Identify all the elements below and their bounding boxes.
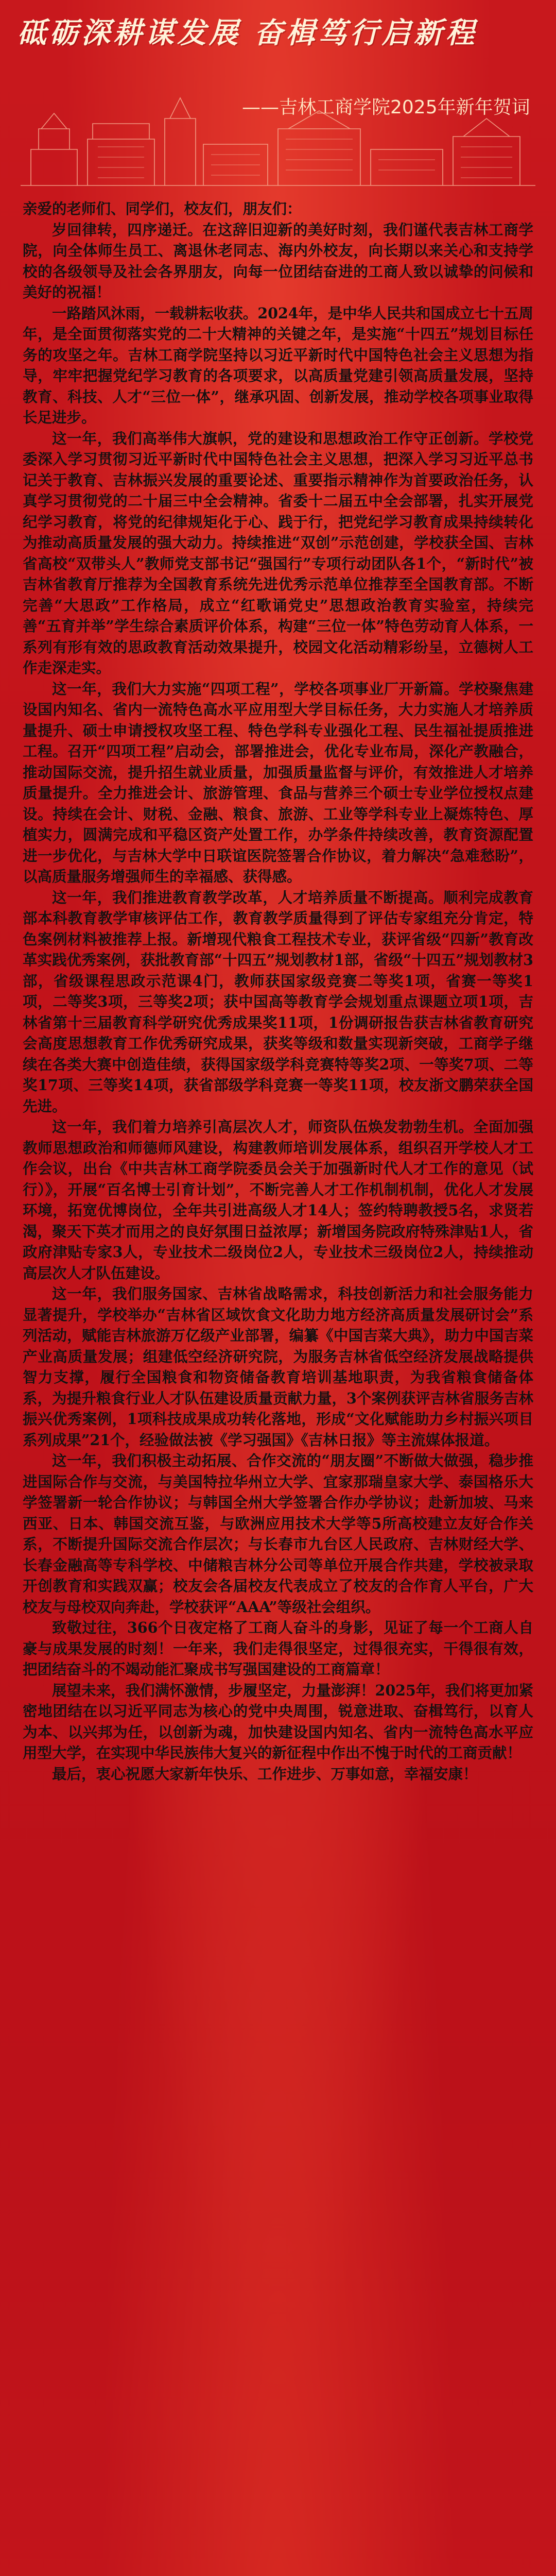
letter-paragraph: 岁回律转，四序递迁。在这辞旧迎新的美好时刻，我们谨代表吉林工商学院，向全体师生员工、离退休老同志、海内外校友，向长期以来关心和支持学校的各级领导及社会各界朋友，向每一位团结奋进的工商人致以诚挚的问候和美好的祝福！ — [23, 221, 533, 301]
campus-line-art — [0, 62, 556, 196]
page-title: 砥砺深耕谋发展 奋楫笃行启新程 — [18, 16, 478, 50]
letter-paragraph: 展望未来，我们满怀激情，步履坚定，力量澎湃！2025年，我们将更加紧密地团结在以习近平同志为核心的党中央周围，锐意进取、奋楫笃行，以育人为本、以兴邦为任，以创新为魂，加快建设国内知名、省内一流特色高水平应用型大学，在实现中华民族伟大复兴的新征程中作出不愧于时代的工商贡献！ — [23, 1681, 533, 1761]
letter-paragraph: 这一年，我们着力培养引高层次人才，师资队伍焕发勃勃生机。全面加强教师思想政治和师德师风建设，构建教师培训发展体系，组织召开学校人才工作会议，出台《中共吉林工商学院委员会关于加强新时代人才工作的意见（试行）》，开展“百名博士引育计划”，不断完善人才工作机制机制，优化人才发展环境，拓宽优博岗位，全年共引进高级人才14人；签约特聘教授5名，求贤若渴，聚天下英才而用之的良好氛围日益浓厚；新增国务院政府特殊津贴1人，省政府津贴专家3人，专业技术二级岗位2人，专业技术三级岗位2人，持续推动高层次人才队伍建设。 — [23, 1118, 533, 1282]
letter-paragraph: 这一年，我们大力实施“四项工程”，学校各项事业厂开新篇。学校聚焦建设国内知名、省内一流特色高水平应用型大学目标任务，大力实施人才培养质量提升、硕士申请授权攻坚工程、特色学科专业强化工程、民生福祉提质推进工程。召开“四项工程”启动会，部署推进会，优化专业布局，深化产教融合，推动国际交流，提升招生就业质量，加强质量监督与评价，有效推进人才培养质量提升。全力推进会计、旅游管理、食品与营养三个硕士专业学位授权点建设。持续在会计、财税、金融、粮食、旅游、工业等学科专业上凝炼特色、厚植实力，圆满完成和平稳区资产处置工作，办学条件持续改善，教育资源配置进一步优化，与吉林大学中日联谊医院签署合作协议，着力解决“急难愁盼”，以高质量服务增强师生的幸福感、获得感。 — [23, 680, 533, 885]
letter-paragraph: 这一年，我们高举伟大旗帜，党的建设和思想政治工作守正创新。学校党委深入学习贯彻习近平新时代中国特色社会主义思想，把深入学习习近平总书记关于教育、吉林振兴发展的重要论述、重要指示精神作为首要政治任务，认真学习贯彻党的二十届三中全会精神。省委十二届五中全会部署，扎实开展党纪学习教育，将党的纪律规矩化于心、践于行，把党纪学习教育成果持续转化为推动高质量发展的强大动力。持续推进“双创”示范创建，学校获全国、吉林省高校“双带头人”教师党支部书记“强国行”专项行动团队各1个，“新时代”被吉林省教育厅推荐为全国教育系统先进优秀示范单位推荐至全国教育部。不断完善“大思政”工作格局，成立“红歌诵党史”思想政治教育实验室，持续完善“五育并举”学生综合素质评价体系，构建“三位一体”特色劳动育人体系，一系列有形有效的思政教育活动效果提升，校园文化活动精彩纷呈，立德树人工作走深走实。 — [23, 429, 533, 676]
letter-paragraph: 最后，衷心祝愿大家新年快乐、工作进步、万事如意，幸福安康！ — [52, 1765, 478, 1783]
letter-greeting: 亲爱的老师们、同学们，校友们，朋友们： — [23, 200, 302, 217]
letter-paragraph: 这一年，我们推进教育教学改革，人才培养质量不断提高。顺利完成教育部本科教育教学审核评估工作，教育教学质量得到了评估专家组充分肯定，特色案例材料被推荐上报。新增现代粮食工程技术专业，获评省级“四新”教育改革实践优秀案例，获批教育部“十四五”规划教材1部，省级“十四五”规划教材3部，省级课程思政示范课4门，教师获国家级竞赛二等奖1项，省赛一等奖1项，二等奖3项，三等奖2项；获中国高等教育学会规划重点课题立项1项，吉林省第十三届教育科学研究优秀成果奖11项，1份调研报告获吉林省教育研究会高度思想教育工作优秀研究成果，获奖等级和数量实现新突破，工商学子继续在各类大赛中创造佳绩，获得国家级学科竞赛特等奖2项、一等奖7项、二等奖17项、三等奖14项，获省部级学科竞赛一等奖11项，校友浙文鹏荣获全国先进。 — [23, 888, 533, 1115]
letter-body — [23, 198, 533, 1784]
letter-paragraph: 这一年，我们积极主动拓展、合作交流的“朋友圈”不断做大做强，稳步推进国际合作与交流，与美国特拉华州立大学、宜家那瑞皇家大学、泰国格乐大学签署新一轮合作协议；与韩国全州大学签署合作办学协议；赴新加坡、马来西亚、日本、韩国交流互鉴，与欧洲应用技术大学等5所高校建立友好合作关系，不断提升国际交流合作层次；与长春市九台区人民政府、吉林财经大学、长春金融高等专科学校、中储粮吉林分公司等单位开展合作共建，学校被录取开创教育和实践双赢；校友会各届校友代表成立了校友的合作育人平台，广大校友与母校双向奔赴，学校获评“AAA”等级社会组织。 — [23, 1452, 533, 1616]
letter-paragraph: 这一年，我们服务国家、吉林省战略需求，科技创新活力和社会服务能力显著提升，学校举办“吉林省区域饮食文化助力地方经济高质量发展研讨会”系列活动，赋能吉林旅游万亿级产业部署，编纂《中国吉菜大典》，助力中国吉菜产业高质量发展；组建低空经济研究院，为服务吉林省低空经济发展战略提供智力支撑，履行全国粮食和物资储备教育培训基地职责，为我省粮食储备体系，为提升粮食行业人才队伍建设质量贡献力量，3个案例获评吉林省服务吉林振兴优秀案例，1项科技成果成功转化落地，形成“文化赋能助力乡村振兴项目系列成果”21个，经验做法被《学习强国》《吉林日报》等主流媒体报道。 — [23, 1285, 533, 1449]
page-subtitle: ——吉林工商学院2025年新年贺词 — [242, 97, 530, 118]
header-banner — [0, 0, 556, 196]
letter-paragraph: 一路踏风沐雨，一载耕耘收获。2024年，是中华人民共和国成立七十五周年，是全面贯彻落实党的二十大精神的关键之年，是实施“十四五”规划目标任务的攻坚之年。吉林工商学院坚持以习近平新时代中国特色社会主义思想为指导，牢牢把握党纪学习教育的各项要求，以高质量党建引领高质量发展，坚持教育、科技、人才“三位一体”，继承巩固、创新发展，推动学校各项事业取得长足进步。 — [23, 304, 533, 426]
letter-paragraph: 致敬过往，366个日夜定格了工商人奋斗的身影，见证了每一个工商人自豪与成果发展的时刻！一年来，我们走得很坚定，过得很充实，干得很有效，把团结奋斗的不竭动能汇聚成书写强国建设的工商篇章！ — [23, 1619, 533, 1678]
